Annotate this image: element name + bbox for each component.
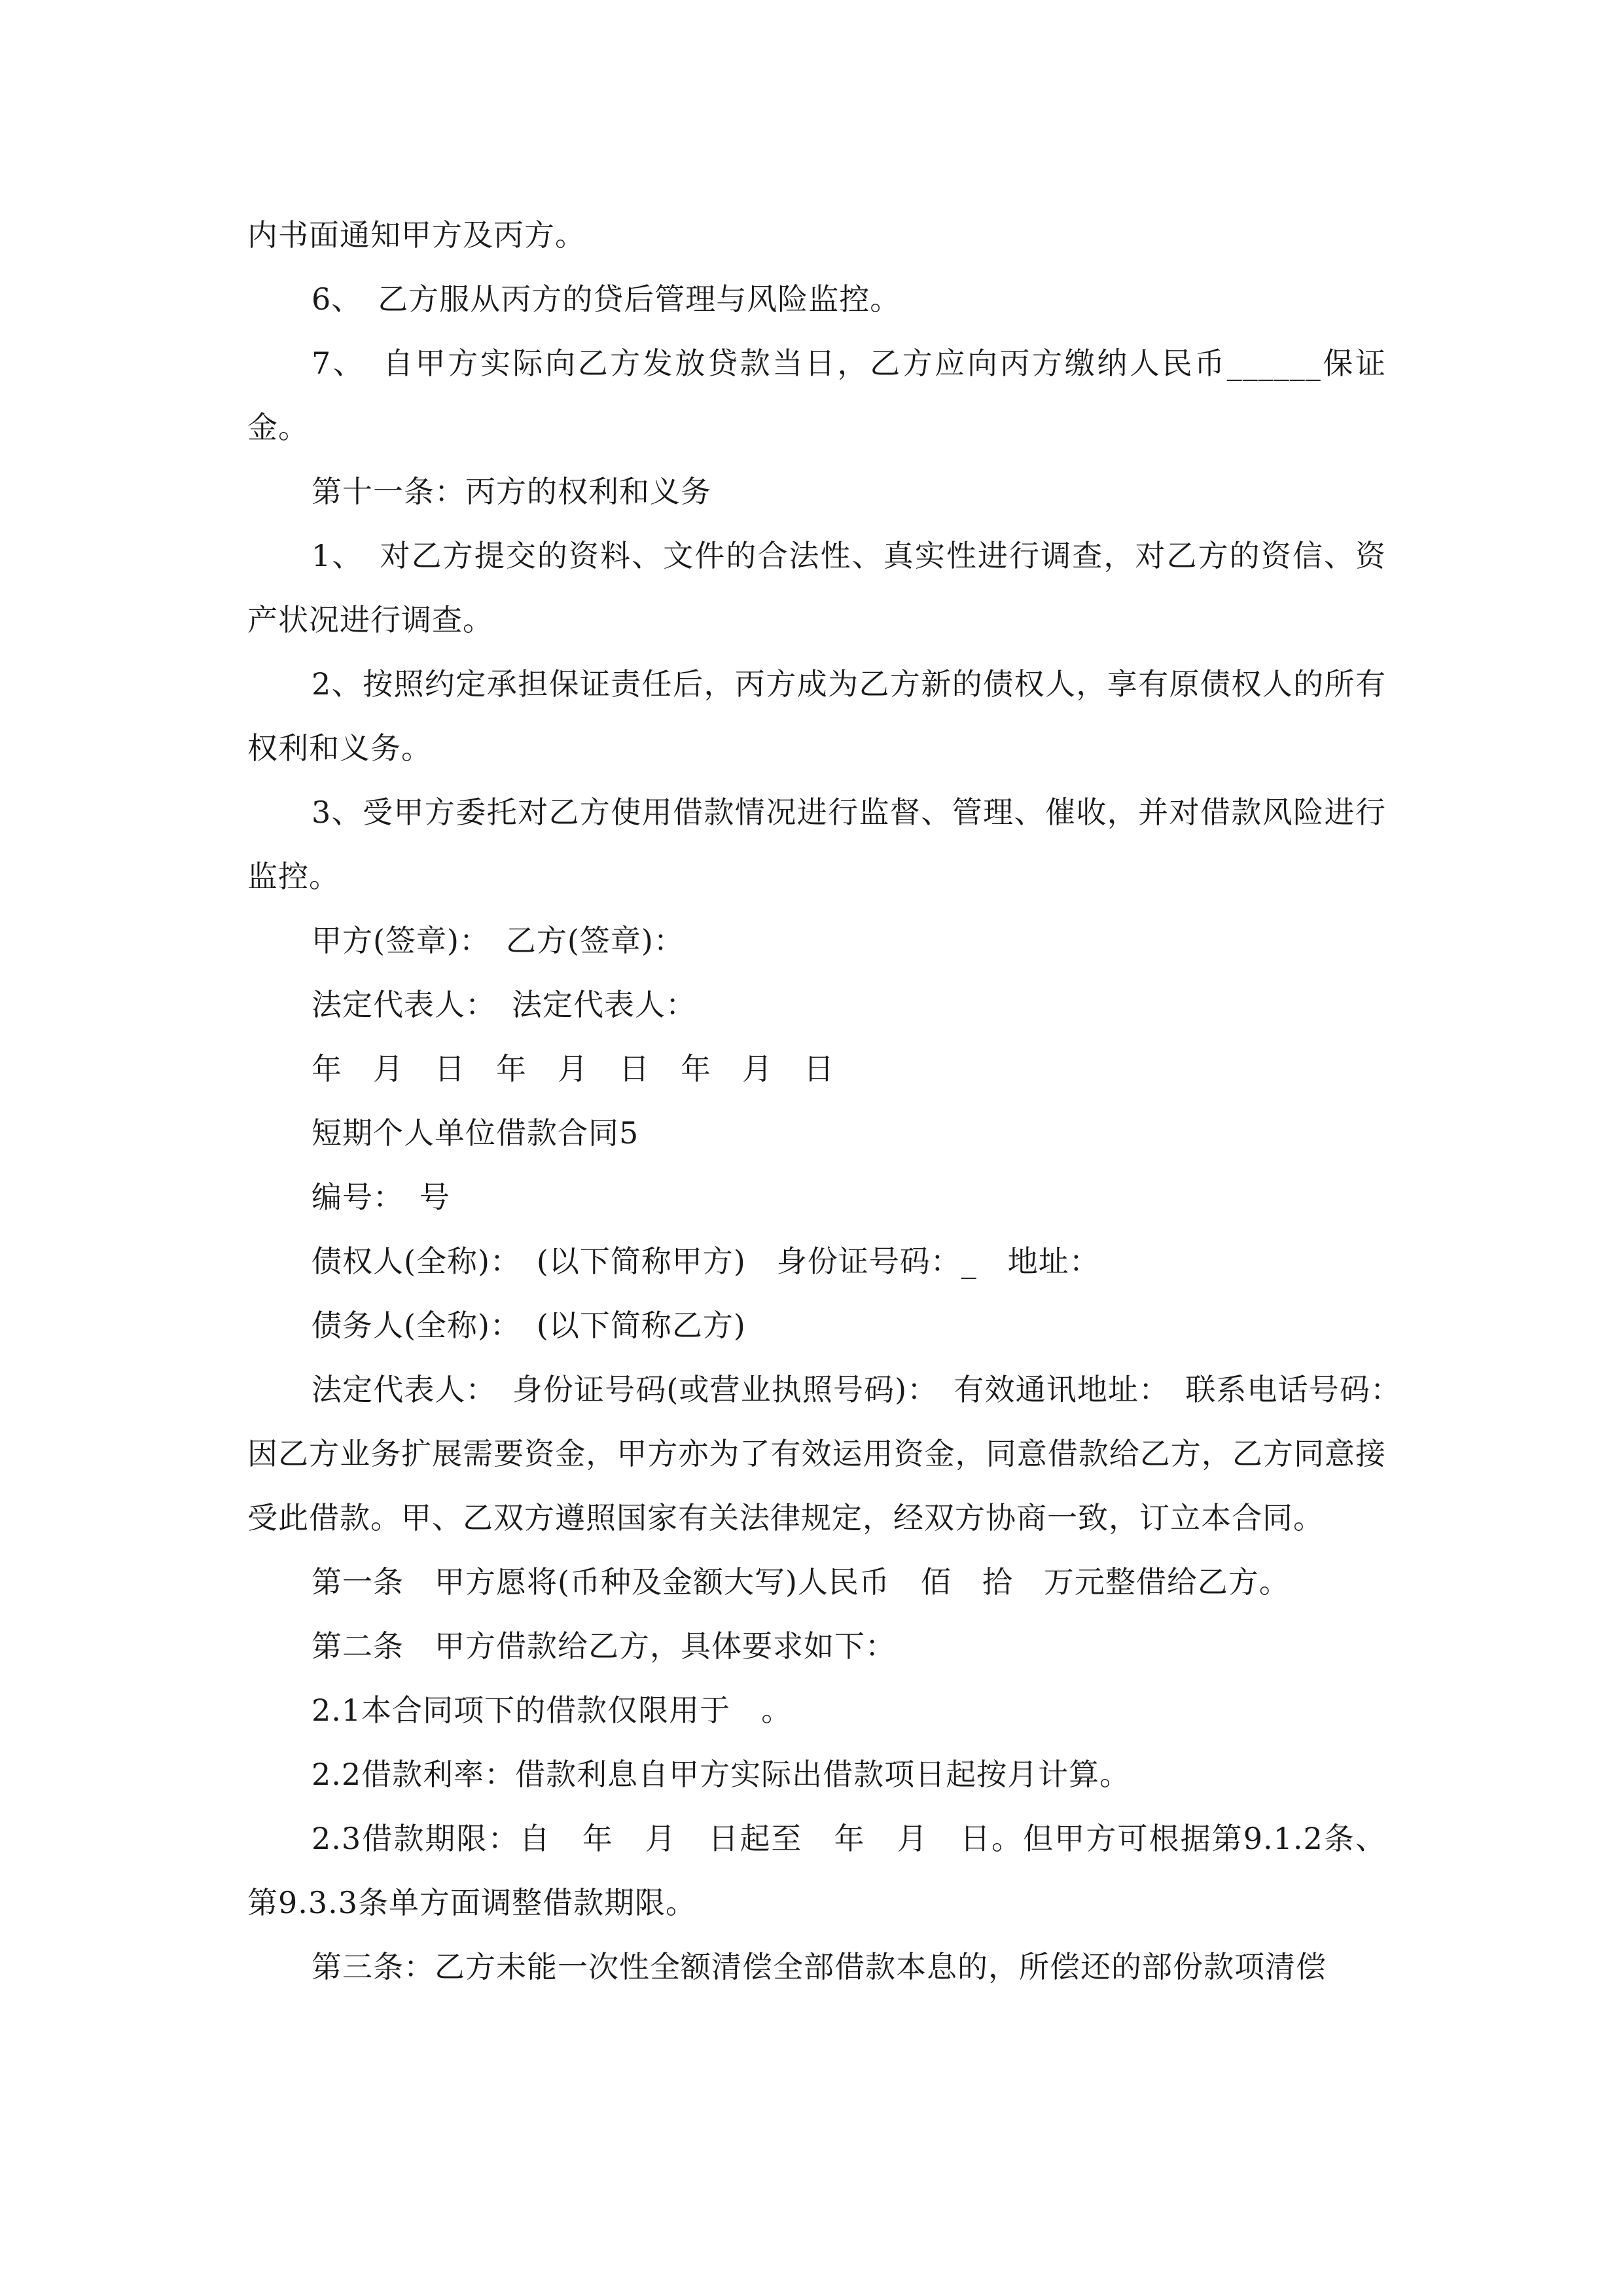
- document-body: [247, 203, 1417, 1999]
- paragraph-5: 1、 对乙方提交的资料、文件的合法性、真实性进行调查，对乙方的资信、资产状况进行调查。: [247, 538, 1386, 637]
- debtor-line: 债务人(全称)： (以下简称乙方): [312, 1308, 746, 1343]
- signature-line: 甲方(签章)： 乙方(签章)：: [312, 923, 685, 958]
- paragraph-3: 7、 自甲方实际向乙方发放贷款当日，乙方应向丙方缴纳人民币______保证金。: [247, 346, 1386, 445]
- legal-representative-line: 法定代表人： 法定代表人：: [312, 987, 696, 1022]
- paragraph-7: 3、受甲方委托对乙方使用借款情况进行监督、管理、催收，并对借款风险进行监控。: [247, 795, 1386, 894]
- article-1: 第一条 甲方愿将(币种及金额大写)人民币 佰 拾 万元整借给乙方。: [312, 1564, 1290, 1600]
- clause-2-1: 2.1本合同项下的借款仅限用于 。: [312, 1693, 793, 1728]
- contract-number-line: 编号： 号: [312, 1179, 450, 1215]
- paragraph-15: 法定代表人： 身份证号码(或营业执照号码)： 有效通讯地址： 联系电话号码： 因乙方业务扩展需要资金，甲方亦为了有效运用资金，同意借款给乙方，乙方同意接受此借款。甲、乙双方遵照国家有关法律规定，经双方协商一致，订立本合同。: [247, 1372, 1417, 1535]
- article-3: 第三条：乙方未能一次性全额清偿全部借款本息的，所偿还的部份款项清偿: [312, 1949, 1327, 1984]
- paragraph-1: 内书面通知甲方及丙方。: [247, 217, 586, 253]
- creditor-line: 债权人(全称)： (以下简称甲方) 身份证号码：_ 地址：: [312, 1244, 1100, 1279]
- paragraph-6: 2、按照约定承担保证责任后，丙方成为乙方新的债权人，享有原债权人的所有权利和义务。: [247, 666, 1386, 766]
- section-heading-article-11: 第十一条：丙方的权利和义务: [312, 474, 711, 509]
- paragraph-2: 6、 乙方服从丙方的贷后管理与风险监控。: [312, 281, 901, 317]
- article-2: 第二条 甲方借款给乙方，具体要求如下：: [312, 1628, 896, 1664]
- clause-2-2: 2.2借款利率：借款利息自甲方实际出借款项日起按月计算。: [312, 1757, 1131, 1792]
- date-line: 年 月 日 年 月 日 年 月 日: [312, 1051, 834, 1086]
- clause-2-3: 2.3借款期限：自 年 月 日起至 年 月 日。但甲方可根据第9.1.2条、第9.3.3条单方面调整借款期限。: [247, 1821, 1386, 1920]
- contract-title: 短期个人单位借款合同5: [312, 1115, 639, 1151]
